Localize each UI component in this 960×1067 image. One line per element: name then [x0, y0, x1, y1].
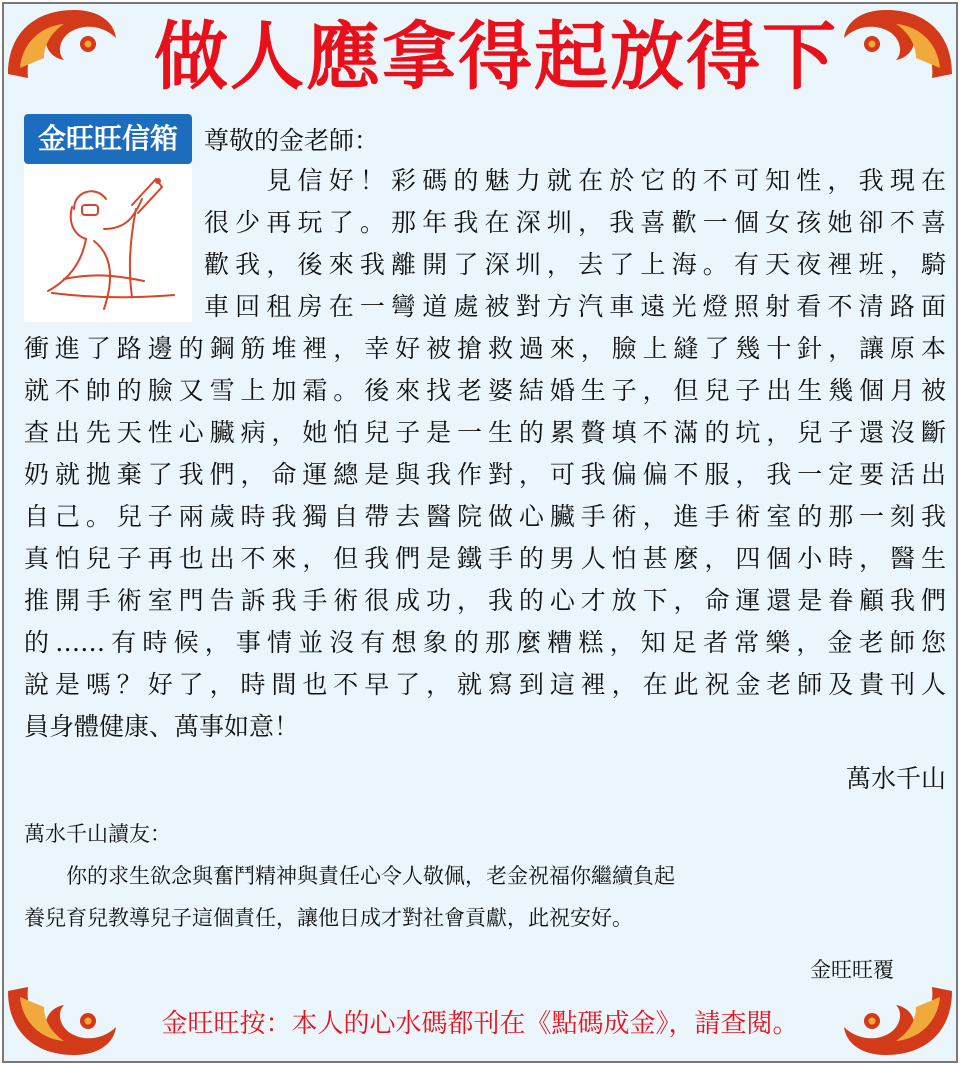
column-logo-label: 金旺旺信箱	[24, 114, 192, 164]
corner-ornament-icon	[826, 4, 956, 84]
reply-signature: 金旺旺覆	[810, 958, 894, 982]
letter-line: 自己。兒子兩歲時我獨自帶去醫院做心臟手術，進手術室的那一刻我	[24, 502, 946, 531]
reply-salutation: 萬水千山讀友：	[24, 822, 171, 846]
letter-line: 說是嗎？好了，時間也不早了，就寫到這裡，在此祝金老師及貴刊人	[24, 670, 946, 699]
letter-line: 推開手術室門告訴我手術很成功，我的心才放下，命運還是眷顧我們	[24, 586, 946, 615]
letter-line: 查出先天性心臟病，她怕兒子是一生的累贅填不滿的坑，兒子還沒斷	[24, 418, 946, 447]
reply-line: 養兒育兒教導兒子這個責任，讓他日成才對社會貢獻，此祝安好。	[24, 906, 633, 930]
writer-sketch-icon	[34, 169, 184, 317]
letter-line: 真怕兒子再也出不來，但我們是鐵手的男人怕甚麼，四個小時，醫生	[24, 544, 946, 573]
letter-line: 奶就拋棄了我們，命運總是與我作對，可我偏偏不服，我一定要活出	[24, 460, 946, 489]
letter-line: 衝進了路邊的鋼筋堆裡，幸好被搶救過來，臉上縫了幾十針，讓原本	[24, 334, 946, 363]
letter-line: 車回租房在一彎道處被對方汽車遠光燈照射看不清路面	[204, 292, 946, 321]
reply-line: 你的求生欲念與奮鬥精神與責任心令人敬佩，老金祝福你繼續負起	[24, 864, 675, 888]
column-logo	[24, 114, 192, 322]
letter-line: 員身體健康、萬事如意！	[24, 712, 300, 741]
article-page	[2, 2, 958, 1063]
letter-line: 就不帥的臉又雪上加霜。後來找老婆結婚生子，但兒子出生幾個月被	[24, 376, 946, 405]
letter-salutation: 尊敬的金老師：	[204, 126, 380, 155]
letter-line: 見信好！彩碼的魅力就在於它的不可知性，我現在	[204, 166, 946, 195]
footer-note: 金旺旺按：本人的心水碼都刊在《點碼成金》，請查閱。	[161, 1009, 799, 1039]
letter-line: 很少再玩了。那年我在深圳，我喜歡一個女孩她卻不喜	[204, 208, 946, 237]
article-title: 做人應拿得起放得下	[154, 14, 838, 100]
letter-line: 歡我，後來我離開了深圳，去了上海。有天夜裡班，騎	[204, 250, 946, 279]
letter-signature: 萬水千山	[845, 764, 946, 793]
letter-line: 的……有時候，事情並沒有想象的那麼糟糕，知足者常樂，金老師您	[24, 628, 946, 657]
corner-ornament-icon	[4, 4, 134, 84]
